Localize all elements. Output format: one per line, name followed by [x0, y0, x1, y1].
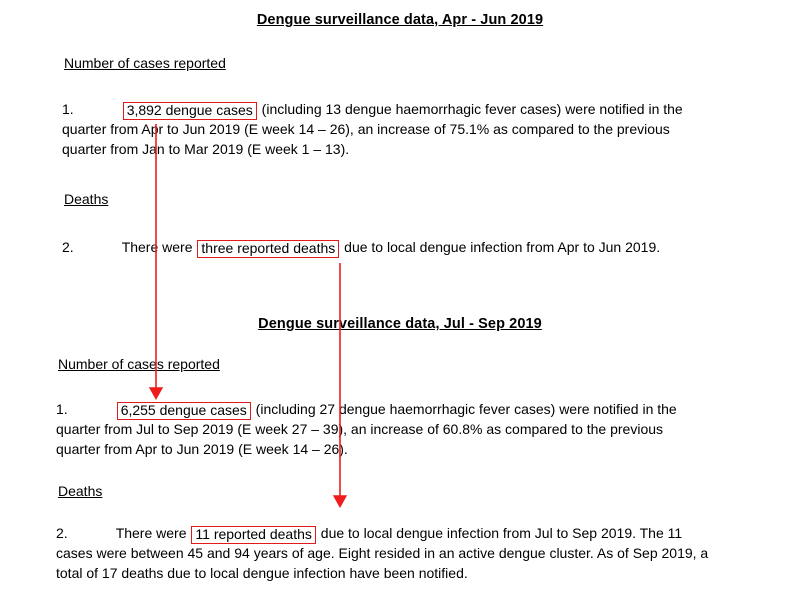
section-2-title-wrap	[0, 310, 800, 333]
section-2-cases-heading: Number of cases reported	[58, 356, 220, 372]
section-1-deaths-heading-wrap	[64, 191, 108, 208]
section-2-p2-text: due to local dengue infection from Jul to Sep 2019. The 11 cases were between 45 and 94 years of age. Eight resided in an active dengue cluster. As of Sep 2019, a total of 17 deaths due to local dengue infection have been notified.	[56, 525, 709, 581]
section-1-p1-text: (including 13 dengue haemorrhagic fever cases) were notified in the quarter from Apr to Jun 2019 (E week 14 – 26), an increase of 75.1% as compared to the previous quarter from Jan to Mar 2019 (E week 1 – 13).	[62, 101, 683, 157]
section-2-deaths-heading-wrap	[58, 483, 102, 500]
section-1-cases-heading: Number of cases reported	[64, 55, 226, 71]
highlight-dengue-cases-q2: 3,892 dengue cases	[123, 102, 257, 120]
section-1-cases-heading-wrap	[64, 55, 226, 72]
section-2-p1-text: (including 27 dengue haemorrhagic fever cases) were notified in the quarter from Jul to Sep 2019 (E week 27 – 39), an increase of 60.8% as compared to the previous quarter from Apr to Jun 2019 (E week 14 – 26).	[56, 401, 677, 457]
section-2-p2-pre: There were	[115, 525, 191, 541]
section-1-paragraph-1	[62, 100, 717, 160]
section-1-title: Dengue surveillance data, Apr - Jun 2019	[256, 12, 544, 28]
section-2-deaths-heading: Deaths	[58, 483, 103, 499]
section-1-p2-pre: There were	[121, 239, 197, 255]
section-2-p1-number: 1.	[56, 401, 68, 417]
section-1-title-wrap	[0, 6, 800, 29]
section-2-cases-heading-wrap	[58, 356, 220, 373]
highlight-deaths-q2: three reported deaths	[197, 240, 339, 258]
section-1-paragraph-2	[62, 238, 722, 258]
section-1-p2-text: due to local dengue infection from Apr to Jun 2019.	[340, 239, 661, 255]
section-1-p1-number: 1.	[62, 101, 74, 117]
section-1-deaths-heading: Deaths	[64, 191, 109, 207]
section-2-paragraph-2	[56, 524, 721, 584]
section-2-paragraph-1	[56, 400, 711, 460]
section-2-title: Dengue surveillance data, Jul - Sep 2019	[258, 316, 542, 332]
section-2-p2-number: 2.	[56, 525, 68, 541]
section-1-p2-number: 2.	[62, 239, 74, 255]
highlight-deaths-q3: 11 reported deaths	[191, 526, 316, 544]
highlight-dengue-cases-q3: 6,255 dengue cases	[117, 402, 251, 420]
